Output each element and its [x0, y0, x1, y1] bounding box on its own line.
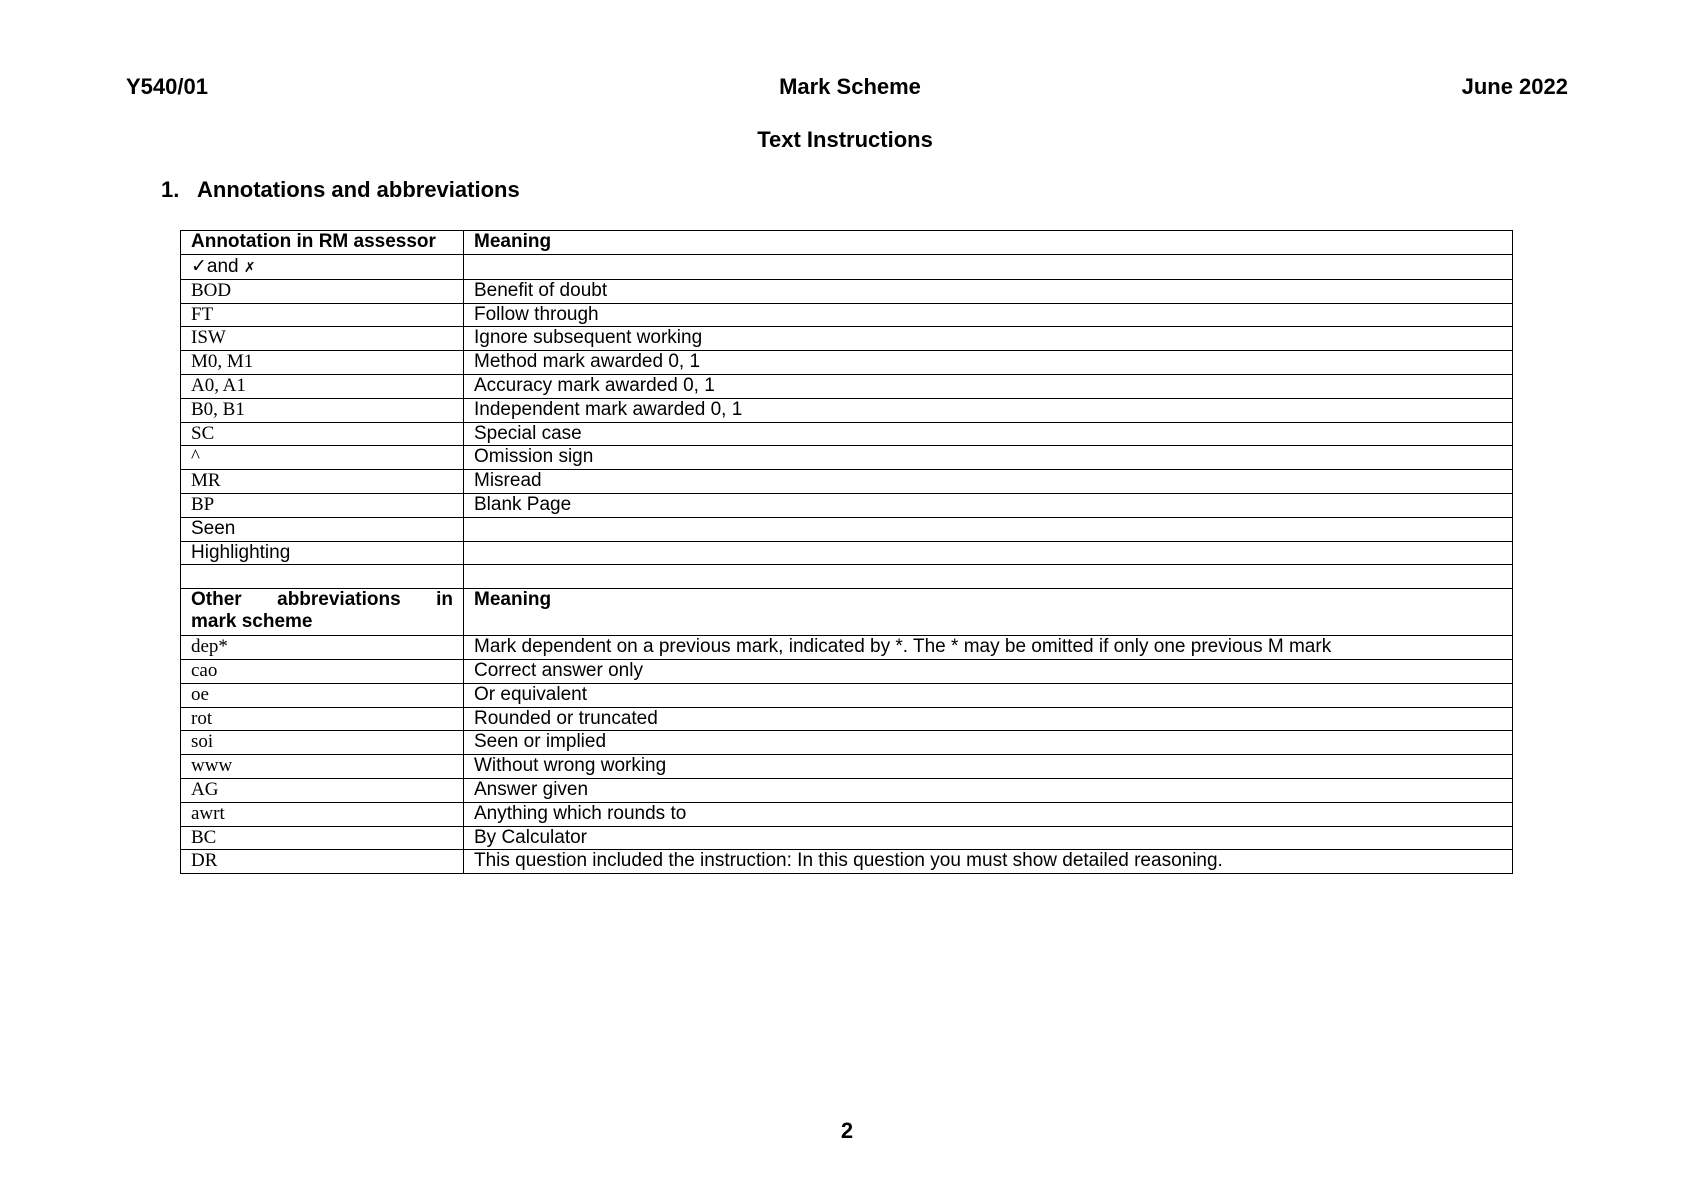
page-number: 2 — [840, 1118, 854, 1143]
tick-cross-meaning — [464, 254, 1513, 279]
table1-header-annotation: Annotation in RM assessor — [181, 231, 464, 255]
table-row — [181, 351, 1513, 375]
exam-code: Y540/01 — [126, 74, 208, 99]
annotation-meaning: Independent mark awarded 0, 1 — [464, 398, 1513, 422]
abbreviation-meaning: Mark dependent on a previous mark, indicated by *. The * may be omitted if only one previous M mark — [464, 636, 1513, 660]
abbreviation-meaning: Without wrong working — [464, 755, 1513, 779]
annotation-abbr: B0, B1 — [181, 398, 464, 422]
table-row — [181, 731, 1513, 755]
table1-header-row — [181, 231, 1513, 255]
tick-cross-row — [181, 254, 1513, 279]
annotation-abbr: FT — [181, 303, 464, 327]
cross-icon: ✗ — [243, 259, 256, 276]
table-row — [181, 850, 1513, 874]
table-row — [181, 279, 1513, 303]
header-word: in — [436, 589, 453, 611]
annotation-meaning: Method mark awarded 0, 1 — [464, 351, 1513, 375]
abbreviation: cao — [181, 659, 464, 683]
table-row — [181, 683, 1513, 707]
abbreviation-meaning: Correct answer only — [464, 659, 1513, 683]
annotations-table-container — [180, 230, 1513, 874]
tick-cross-and: and — [206, 255, 239, 277]
section-title: Annotations and abbreviations — [197, 177, 520, 202]
abbreviation: awrt — [181, 802, 464, 826]
abbreviation: AG — [181, 778, 464, 802]
highlighting-row — [181, 541, 1513, 565]
table-row — [181, 374, 1513, 398]
annotation-meaning: Omission sign — [464, 446, 1513, 470]
abbreviation-meaning: Or equivalent — [464, 683, 1513, 707]
annotation-meaning: Blank Page — [464, 493, 1513, 517]
annotation-meaning: Benefit of doubt — [464, 279, 1513, 303]
abbreviation-meaning: Answer given — [464, 778, 1513, 802]
seen-row — [181, 517, 1513, 541]
exam-date: June 2022 — [1461, 74, 1568, 99]
abbreviation: oe — [181, 683, 464, 707]
abbreviation-meaning: Seen or implied — [464, 731, 1513, 755]
abbreviation-meaning: Anything which rounds to — [464, 802, 1513, 826]
table-row — [181, 802, 1513, 826]
table-row — [181, 493, 1513, 517]
page-subtitle: Text Instructions — [757, 127, 933, 152]
seen-meaning — [464, 517, 1513, 541]
annotation-abbr: ^ — [181, 446, 464, 470]
abbreviation: BC — [181, 826, 464, 850]
abbreviation-meaning: This question included the instruction: In this question you must show detailed reasoning. — [464, 850, 1513, 874]
table-row — [181, 303, 1513, 327]
abbreviation-meaning: Rounded or truncated — [464, 707, 1513, 731]
table-row — [181, 636, 1513, 660]
table-row — [181, 659, 1513, 683]
header-word: Other — [191, 589, 242, 611]
table2-header-abbreviations — [181, 589, 464, 636]
annotation-abbr: BP — [181, 493, 464, 517]
section-number: 1. — [161, 177, 180, 202]
seen-annotation: Seen — [181, 517, 464, 541]
annotation-meaning: Ignore subsequent working — [464, 327, 1513, 351]
table-row — [181, 470, 1513, 494]
table-row — [181, 778, 1513, 802]
blank-cell — [181, 565, 464, 589]
table-row — [181, 826, 1513, 850]
table1-header-meaning: Meaning — [464, 231, 1513, 255]
abbreviation: DR — [181, 850, 464, 874]
highlighting-annotation: Highlighting — [181, 541, 464, 565]
blank-cell — [464, 565, 1513, 589]
table-row — [181, 755, 1513, 779]
blank-separator-row — [181, 565, 1513, 589]
table-row — [181, 398, 1513, 422]
document-title: Mark Scheme — [779, 74, 921, 99]
annotation-meaning: Follow through — [464, 303, 1513, 327]
abbreviation: soi — [181, 731, 464, 755]
annotation-abbr: M0, M1 — [181, 351, 464, 375]
annotation-meaning: Special case — [464, 422, 1513, 446]
annotation-abbr: A0, A1 — [181, 374, 464, 398]
annotation-abbr: BOD — [181, 279, 464, 303]
annotations-table — [180, 230, 1513, 874]
annotation-meaning: Accuracy mark awarded 0, 1 — [464, 374, 1513, 398]
abbreviation: dep* — [181, 636, 464, 660]
section-heading — [161, 177, 520, 203]
highlighting-meaning — [464, 541, 1513, 565]
tick-cross-cell — [181, 254, 464, 279]
abbreviation: rot — [181, 707, 464, 731]
table2-header-row — [181, 589, 1513, 636]
table2-header-meaning: Meaning — [464, 589, 1513, 636]
table2-header-line1 — [191, 589, 453, 611]
table-row — [181, 707, 1513, 731]
table-row — [181, 327, 1513, 351]
annotation-abbr: SC — [181, 422, 464, 446]
table2-header-line2: mark scheme — [191, 611, 313, 633]
annotation-abbr: ISW — [181, 327, 464, 351]
header-word: abbreviations — [277, 589, 401, 611]
annotation-abbr: MR — [181, 470, 464, 494]
abbreviation-meaning: By Calculator — [464, 826, 1513, 850]
table-row — [181, 422, 1513, 446]
tick-icon: ✓ — [191, 254, 207, 277]
abbreviation: www — [181, 755, 464, 779]
table-row — [181, 446, 1513, 470]
annotation-meaning: Misread — [464, 470, 1513, 494]
